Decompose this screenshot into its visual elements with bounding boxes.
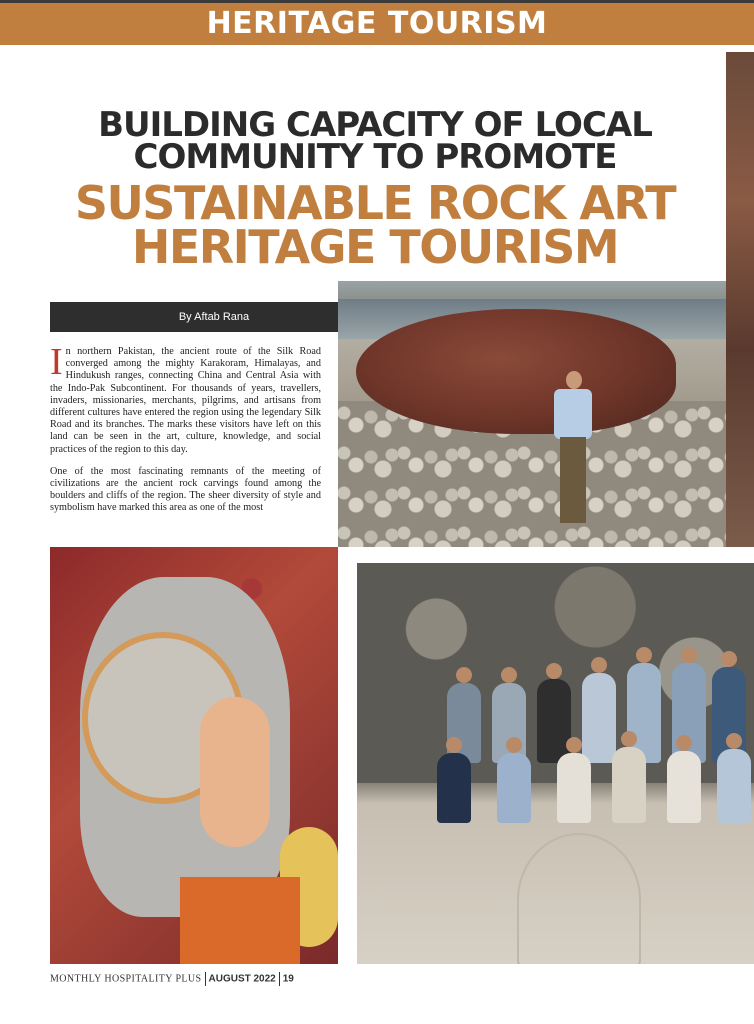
participant-group [437, 643, 754, 833]
section-banner: HERITAGE TOURISM [0, 3, 754, 45]
drop-cap: I [50, 341, 63, 383]
orange-sleeve [180, 877, 300, 964]
participant [612, 747, 646, 823]
person-shirt [554, 389, 592, 439]
headline-line-4: HERITAGE TOURISM [131, 220, 619, 274]
publication-name: MONTHLY HOSPITALITY PLUS [50, 973, 202, 985]
participant [717, 749, 751, 823]
participant-head [591, 657, 607, 673]
participant-head [636, 647, 652, 663]
participant [557, 753, 591, 823]
stupa-carving [517, 833, 641, 964]
embroidery-photo [50, 547, 338, 964]
headline-line-3: SUSTAINABLE ROCK ART [74, 176, 676, 230]
article-body [50, 341, 321, 525]
participant [437, 753, 471, 823]
participant-head [456, 667, 472, 683]
page-footer [50, 972, 294, 986]
person-pants [560, 437, 586, 523]
participant [537, 679, 571, 763]
participant-head [566, 737, 582, 753]
participant [497, 753, 531, 823]
standing-man [548, 371, 598, 531]
headline-line-1: BUILDING CAPACITY OF LOCAL [98, 105, 652, 145]
participant-head [621, 731, 637, 747]
article-paragraph-1 [50, 341, 321, 456]
article-paragraph-2: One of the most fascinating remnants of the meeting of civilizations are the ancient rock carvings found among the boulders and cliffs of the region. The sheer diversity of style and symbolism have marked this area as one of the most [50, 465, 321, 514]
participant-head [676, 735, 692, 751]
participant-head [446, 737, 462, 753]
carved-boulder [356, 309, 676, 434]
group-training-photo [357, 563, 754, 964]
paragraph-1-text: n northern Pakistan, the ancient route of the Silk Road converged among the mighty Karakoram, Himalayas, and Hindukush ranges, connecting China and Central Asia with the Indo-Pak Subcontinent. For thousands of years, travellers, invaders, missionaries, merchants, pilgrims, and artisans from different cultures have entered the region using the legendary Silk Road and its branches. The marks these visitors have left on this land can be seen in the art, culture, knowledge, and social practices of the region to this day. [50, 346, 321, 455]
headline-line-2: COMMUNITY TO PROMOTE [133, 137, 617, 177]
footer-divider [205, 972, 206, 986]
participant [582, 673, 616, 763]
page-number: 19 [282, 973, 294, 985]
participant-head [506, 737, 522, 753]
footer-divider [279, 972, 280, 986]
issue-date: AUGUST 2022 [208, 973, 276, 985]
participant-head [681, 647, 697, 663]
participant-head [546, 663, 562, 679]
participant-head [726, 733, 742, 749]
participant-head [501, 667, 517, 683]
participant [667, 751, 701, 823]
byline: By Aftab Rana [50, 302, 378, 332]
cliff-photo-edge [726, 52, 754, 547]
person-head [566, 371, 582, 389]
hand [200, 697, 270, 847]
rock-art-boulder-photo [338, 281, 726, 547]
participant-head [721, 651, 737, 667]
